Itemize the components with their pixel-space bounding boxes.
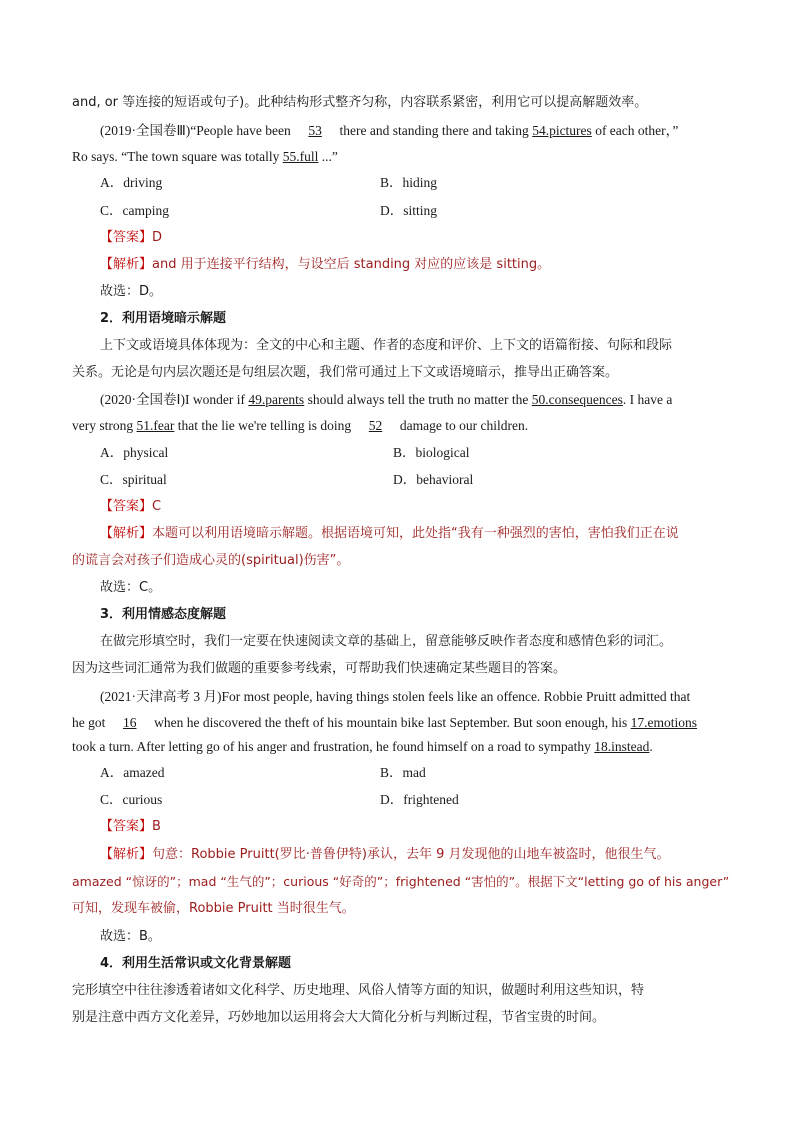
analysis-label: 【解析】 xyxy=(100,257,153,272)
analysis-line xyxy=(100,255,750,275)
answer-label: 【答案】 xyxy=(100,499,153,514)
analysis-label: 【解析】 xyxy=(100,526,153,541)
analysis-text: and 用于连接平行结构，与设空后 standing 对应的应该是 sitting。 xyxy=(152,257,551,272)
question-3-line-3: took a turn. After letting go of his anger and frustration, he found himself on a road to sympathy 18.instead. xyxy=(72,739,653,754)
question-ref: 54.pictures xyxy=(532,123,592,138)
option-a: A．driving xyxy=(100,175,163,190)
paragraph: 上下文或语境具体体现为：全文的中心和主题、作者的态度和评价、上下文的语篇衔接、句际和段际 xyxy=(100,338,673,353)
question-blank: 16 xyxy=(123,715,137,730)
question-ref: 17.emotions xyxy=(630,715,698,730)
analysis-text-cont: 的谎言会对孩子们造成心灵的(spiritual)伤害”。 xyxy=(72,553,350,568)
analysis-text-cont: 可知，发现车被偷，Robbie Pruitt 当时很生气。 xyxy=(72,901,355,916)
question-ref: 51.fear xyxy=(136,418,175,433)
option-b: B．biological xyxy=(393,445,470,460)
paragraph: 在做完形填空时，我们一定要在快速阅读文章的基础上，留意能够反映作者态度和感情色彩的词汇。 xyxy=(100,634,673,649)
question-ref: 49.parents xyxy=(248,392,305,407)
question-2-line-1: (2020·全国卷Ⅰ)I wonder if 49.parents should always tell the truth no matter the 50.consequences. I have a xyxy=(100,392,673,407)
option-d: D．behavioral xyxy=(393,472,474,487)
answer-value: C xyxy=(152,499,162,514)
question-ref: 18.instead xyxy=(594,739,650,754)
option-d: D．sitting xyxy=(380,203,438,218)
question-ref: 55.full xyxy=(282,149,319,164)
question-source: (2019·全国卷Ⅲ) xyxy=(100,123,191,138)
paragraph: 关系。无论是句内层次题还是句组层次题，我们常可通过上下文或语境暗示，推导出正确答案。 xyxy=(72,365,619,380)
answer-label: 【答案】 xyxy=(100,230,153,245)
answer-line xyxy=(100,497,750,517)
conclusion: 故选：B。 xyxy=(100,929,161,944)
option-a: A．physical xyxy=(100,445,169,460)
intro-text-end: and, or 等连接的短语或句子)。此种结构形式整齐匀称，内容联系紧密，利用它可以提高解题效率。 xyxy=(72,95,648,110)
question-1-line-2: Ro says. “The town square was totally 55.full ...” xyxy=(72,149,338,164)
option-d: D．frightened xyxy=(380,792,459,807)
question-3-line-2: he got 16 when he discovered the theft of his mountain bike last September. But soon enough, his 17.emotions xyxy=(72,713,722,733)
question-source: (2020·全国卷Ⅰ) xyxy=(100,392,185,407)
question-ref: 50.consequences xyxy=(531,392,623,407)
section-heading: 4．利用生活常识或文化背景解题 xyxy=(100,956,292,971)
question-2-line-2: very strong 51.fear that the lie we're telling is doing 52 damage to our children. xyxy=(72,416,722,436)
answer-value: D xyxy=(152,230,163,245)
option-b: B．mad xyxy=(380,765,426,780)
analysis-line xyxy=(100,845,750,865)
option-c: C．camping xyxy=(100,203,169,218)
paragraph: 因为这些词汇通常为我们做题的重要参考线索，可帮助我们快速确定某些题目的答案。 xyxy=(72,661,567,676)
paragraph: 完形填空中往往渗透着诸如文化科学、历史地理、风俗人情等方面的知识，做题时利用这些知识，特 xyxy=(72,983,645,998)
analysis-line xyxy=(100,524,750,544)
answer-line xyxy=(100,228,750,248)
section-heading: 3．利用情感态度解题 xyxy=(100,607,227,622)
conclusion: 故选：C。 xyxy=(100,580,162,595)
answer-line xyxy=(100,817,750,837)
analysis-text-cont: amazed “惊讶的”；mad “生气的”；curious “好奇的”；frightened “害怕的”。根据下文“letting go of his anger” xyxy=(72,874,730,889)
question-source: (2021·天津高考 3 月) xyxy=(100,689,222,704)
analysis-text: 本题可以利用语境暗示解题。根据语境可知，此处指“我有一种强烈的害怕，害怕我们正在说 xyxy=(152,526,679,541)
question-blank: 52 xyxy=(368,418,383,433)
option-c: C．spiritual xyxy=(100,472,167,487)
question-1-line-1: (2019·全国卷Ⅲ)“People have been 53 there and standing there and taking 54.pictures of each other，” xyxy=(100,121,750,141)
answer-label: 【答案】 xyxy=(100,819,153,834)
conclusion: 故选：D。 xyxy=(100,284,163,299)
option-b: B．hiding xyxy=(380,175,438,190)
analysis-label: 【解析】 xyxy=(100,847,153,862)
option-a: A．amazed xyxy=(100,765,165,780)
analysis-text: 句意：Robbie Pruitt(罗比·普鲁伊特)承认，去年 9 月发现他的山地车被盗时，他很生气。 xyxy=(152,847,670,862)
paragraph: 别是注意中西方文化差异，巧妙地加以运用将会大大简化分析与判断过程，节省宝贵的时间。 xyxy=(72,1010,606,1025)
question-blank: 53 xyxy=(308,123,322,138)
section-heading: 2．利用语境暗示解题 xyxy=(100,311,227,326)
answer-value: B xyxy=(152,819,161,834)
question-3-line-1: (2021·天津高考 3 月)For most people, having things stolen feels like an offence. Robbie Pruitt admitted that xyxy=(100,689,691,704)
option-c: C．curious xyxy=(100,792,163,807)
